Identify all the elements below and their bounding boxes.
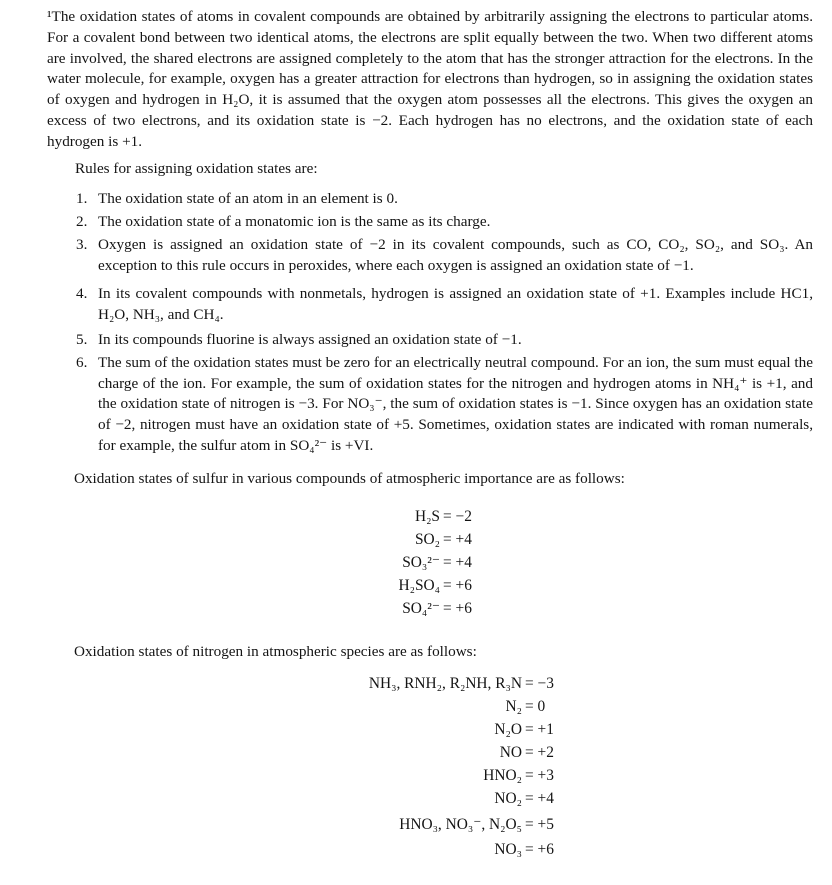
- equation-value: = +6: [443, 577, 472, 594]
- species-label: SO₂: [414, 531, 440, 548]
- species-label: HNO₃, NO₃⁻, N₂O₅: [399, 816, 522, 833]
- species-label: N₂O: [494, 721, 522, 738]
- rule-text: In its covalent compounds with nonmetals, hydrogen is assigned an oxidation state of +1. Examples include HC1, H₂O, NH₃, and CH₄.: [98, 285, 813, 323]
- rule-item: [76, 284, 813, 325]
- rule-text: The oxidation state of an atom in an element is 0.: [98, 190, 398, 207]
- species-label: HNO₂: [483, 767, 522, 784]
- rule-number: 6.: [76, 354, 88, 371]
- equation-value: = +4: [525, 790, 554, 807]
- species-label: NO: [499, 744, 522, 761]
- equation-value: = +3: [525, 767, 554, 784]
- equation-value: = −3: [525, 675, 554, 692]
- species-label: NH₃, RNH₂, R₂NH, R₃N: [368, 675, 522, 692]
- rule-item: [76, 235, 813, 276]
- species-label: NO₃: [494, 841, 522, 858]
- species-label: SO₄²⁻: [402, 600, 440, 617]
- rule-text: The sum of the oxidation states must be zero for an electrically neutral compound. For an ion, the sum must equal the charge of the ion. For example, the sum of oxidation states for the nitrogen and hydrogen atoms in NH₄⁺ is +1, and the oxidation state of nitrogen is −3. For NO₃⁻, the sum of oxidation states is −1. Since oxygen has an oxidation state of −2, nitrogen must have an oxidation state of +5. Sometimes, oxidation states are indicated with roman numerals, for example, the sulfur atom in SO₄²⁻ is +VI.: [98, 354, 813, 454]
- equation-value: = +6: [525, 841, 554, 858]
- rule-text: Oxygen is assigned an oxidation state of −2 in its covalent compounds, such as CO, CO₂, SO₂, and SO₃. An exception to this rule occurs in peroxides, where each oxygen is assigned an oxidation state of −1.: [98, 236, 813, 274]
- species-label: SO₃²⁻: [402, 554, 440, 571]
- rule-text: The oxidation state of a monatomic ion is the same as its charge.: [98, 213, 491, 230]
- species-label: H₂S: [414, 508, 440, 525]
- rule-item: [76, 189, 813, 210]
- sulfur-lead: Oxidation states of sulfur in various compounds of atmospheric importance are as follows:: [74, 470, 625, 487]
- equation-value: = +4: [443, 531, 472, 548]
- rule-item: [76, 212, 813, 233]
- rule-number: 3.: [76, 236, 88, 253]
- rules-intro: Rules for assigning oxidation states are:: [75, 160, 318, 177]
- rule-item: [76, 330, 813, 351]
- species-label: H₂SO₄: [398, 577, 440, 594]
- equation-value: = 0: [525, 698, 546, 715]
- nitrogen-lead: Oxidation states of nitrogen in atmospheric species are as follows:: [74, 643, 477, 660]
- equation-value: = −2: [443, 508, 472, 525]
- intro-paragraph: ¹The oxidation states of atoms in covalent compounds are obtained by arbitrarily assigning the electrons to particular atoms. For a covalent bond between two identical atoms, the electrons are split equally between the two. When two different atoms are involved, the shared electrons are assigned completely to the atom that has the stronger attraction for the electrons. In the water molecule, for example, oxygen has a greater attraction for electrons than hydrogen, so in assigning the oxidation states of oxygen and hydrogen in H₂O, it is assumed that the oxygen atom possesses all the electrons. This gives the oxygen an excess of two electrons, and its oxidation state is −2. Each hydrogen has no electrons, and the oxidation state of each hydrogen is +1.: [47, 8, 813, 150]
- rule-text: In its compounds fluorine is always assigned an oxidation state of −1.: [98, 331, 522, 348]
- rule-number: 4.: [76, 285, 88, 302]
- rule-number: 1.: [76, 190, 88, 207]
- equation-value: = +1: [525, 721, 554, 738]
- equation-value: = +6: [443, 600, 472, 617]
- species-label: N₂: [505, 698, 522, 715]
- species-label: NO₂: [494, 790, 522, 807]
- rule-number: 2.: [76, 213, 88, 230]
- equation-value: = +2: [525, 744, 554, 761]
- rule-number: 5.: [76, 331, 88, 348]
- equation-value: = +5: [525, 816, 554, 833]
- rule-item: [76, 353, 813, 457]
- equation-value: = +4: [443, 554, 472, 571]
